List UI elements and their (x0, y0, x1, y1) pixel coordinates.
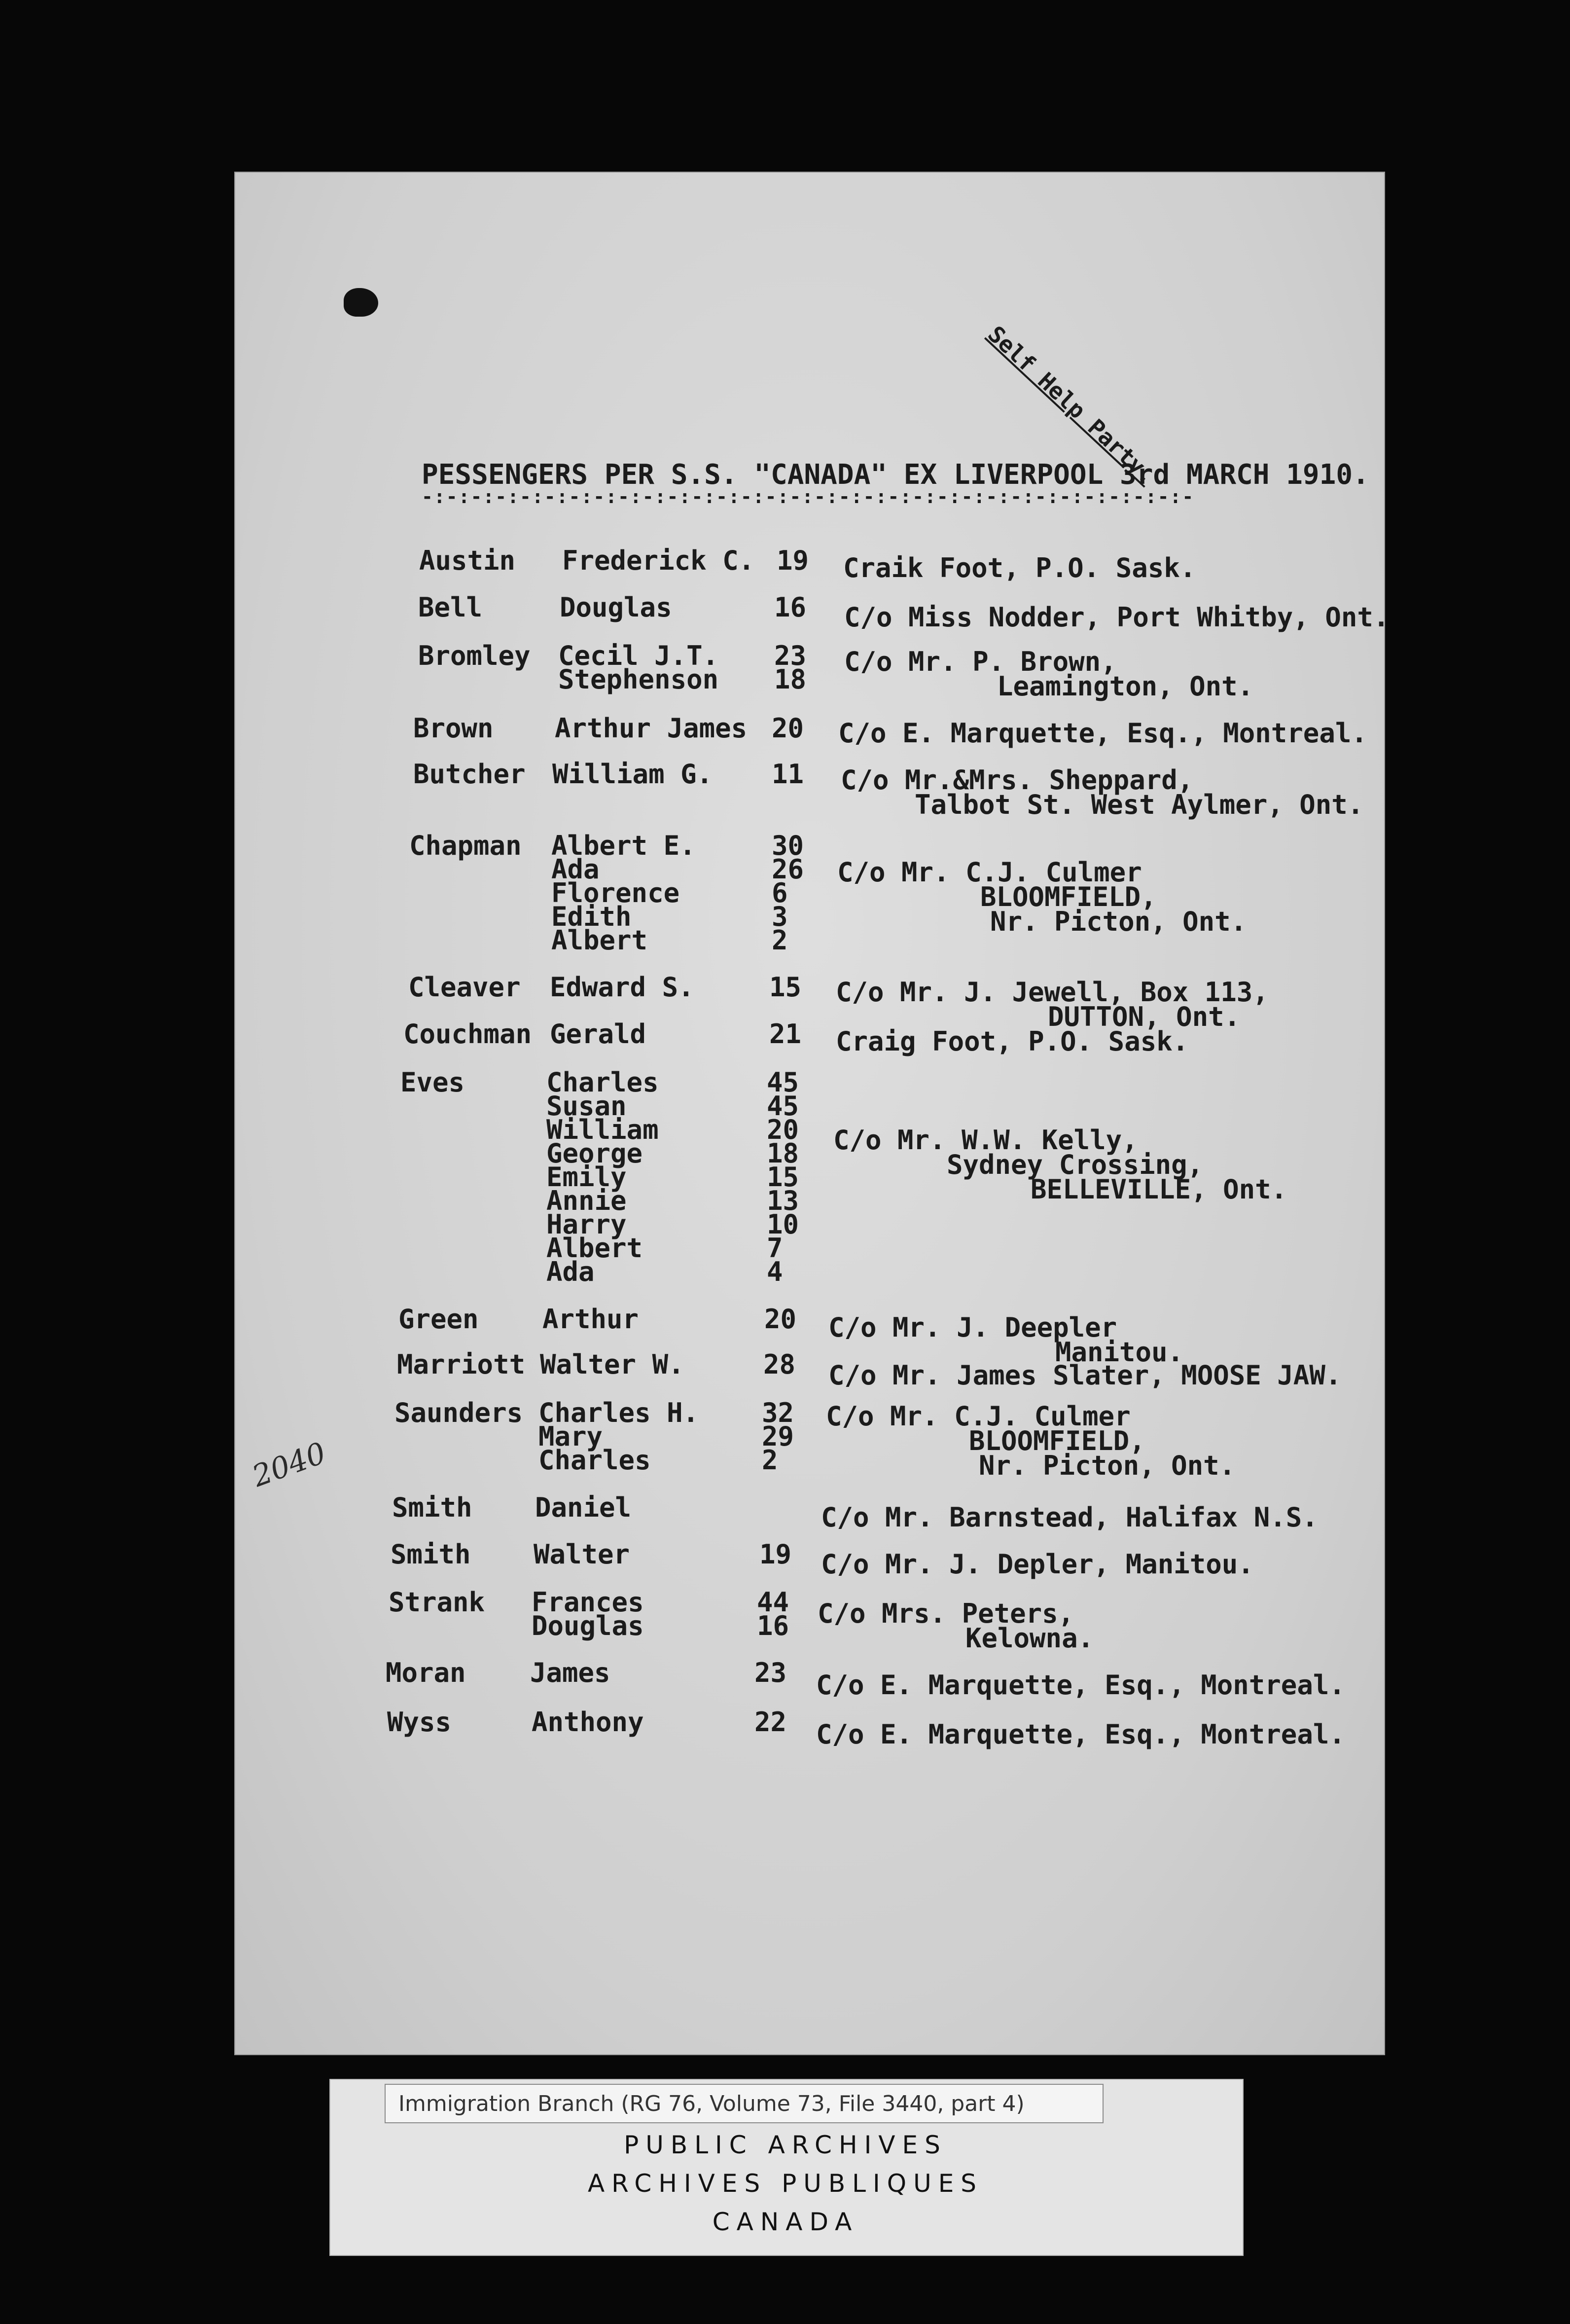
passenger-given-name: Annie (546, 1185, 627, 1216)
passenger-address-line: C/o Mr. W.W. Kelly, (833, 1125, 1138, 1156)
passenger-given-name: Albert (551, 925, 648, 956)
passenger-address-line: C/o Mr. J. Depler, Manitou. (821, 1549, 1254, 1580)
passenger-given-name: Arthur (542, 1304, 639, 1335)
passenger-age: 6 (772, 877, 788, 908)
passenger-given-name: Charles (538, 1445, 651, 1476)
passenger-age: 16 (757, 1610, 789, 1641)
passenger-age: 18 (767, 1138, 799, 1169)
passenger-age: 29 (762, 1421, 794, 1452)
passenger-given-name: William (546, 1114, 659, 1145)
passenger-age: 2 (772, 925, 788, 956)
passenger-address-line: C/o Mr. James Slater, MOOSE JAW. (828, 1360, 1342, 1391)
passenger-surname: Bromley (418, 640, 531, 671)
passenger-address-line: C/o E. Marquette, Esq., Montreal. (816, 1670, 1345, 1701)
passenger-given-name: Edith (551, 901, 632, 932)
passenger-age: 45 (767, 1090, 799, 1122)
passenger-address-line: Kelowna. (965, 1623, 1094, 1654)
passenger-age: 20 (772, 713, 804, 744)
passenger-age: 19 (777, 545, 809, 576)
passenger-address-line: C/o Mr. C.J. Culmer (826, 1401, 1131, 1432)
passenger-address-line: C/o Mr. P. Brown, (844, 646, 1117, 677)
passenger-surname: Green (398, 1304, 479, 1335)
passenger-surname: Smith (391, 1539, 471, 1570)
passenger-age: 4 (767, 1256, 783, 1287)
passenger-surname: Moran (386, 1657, 466, 1688)
passenger-given-name: Charles (546, 1067, 659, 1098)
passenger-address-line: C/o Mr.&Mrs. Sheppard, (841, 764, 1194, 796)
passenger-surname: Chapman (409, 830, 522, 861)
passenger-address-line: BELLEVILLE, Ont. (1031, 1174, 1287, 1205)
punch-hole (344, 288, 378, 317)
passenger-age: 2 (762, 1445, 778, 1476)
passenger-address-line: Leamington, Ont. (997, 671, 1254, 702)
passenger-given-name: James (530, 1657, 610, 1688)
passenger-given-name: Harry (546, 1209, 627, 1240)
passenger-given-name: Albert (546, 1233, 643, 1264)
passenger-given-name: Anthony (532, 1707, 644, 1738)
passenger-given-name: George (546, 1138, 643, 1169)
handwritten-note: 2040 (248, 1435, 331, 1494)
passenger-address-line: Talbot St. West Aylmer, Ont. (915, 789, 1364, 820)
passenger-surname: Saunders (394, 1397, 523, 1428)
passenger-age: 20 (764, 1304, 797, 1335)
self-help-party-stamp: Self Help Party. (983, 321, 1161, 489)
passenger-given-name: Charles H. (538, 1397, 699, 1428)
passenger-age: 21 (769, 1018, 802, 1050)
passenger-given-name: William G. (552, 759, 713, 790)
passenger-age: 7 (767, 1233, 783, 1264)
passenger-given-name: Ada (551, 854, 600, 885)
passenger-given-name: Stephenson (558, 664, 719, 695)
passenger-age: 22 (754, 1707, 787, 1738)
passenger-given-name: Douglas (560, 592, 672, 623)
passenger-address-line: BLOOMFIELD, (980, 881, 1157, 912)
passenger-address-line: DUTTON, Ont. (1048, 1001, 1241, 1032)
passenger-surname: Eves (400, 1067, 465, 1098)
passenger-given-name: Arthur James (555, 713, 748, 744)
passenger-address-line: BLOOMFIELD, (969, 1425, 1145, 1456)
passenger-address-line: C/o Mr. J. Deepler (828, 1312, 1117, 1343)
passenger-surname: Marriott (397, 1349, 526, 1380)
archive-line-3: CANADA (712, 2208, 859, 2236)
title-underline-rule: -:-:-:-:-:-:-:-:-:-:-:-:-:-:-:-:-:-:-:-:-:-:-:-:-:-:-:-:-:-:-:- (422, 486, 1195, 508)
passenger-given-name: Mary (538, 1421, 603, 1452)
archive-reference: Immigration Branch (RG 76, Volume 73, File 3440, part 4) (385, 2084, 1104, 2123)
passenger-age: 11 (772, 759, 804, 790)
passenger-given-name: Ada (546, 1256, 595, 1287)
passenger-age: 3 (772, 901, 788, 932)
archive-line-2: ARCHIVES PUBLIQUES (587, 2169, 984, 2198)
passenger-given-name: Frederick C. (562, 545, 755, 576)
passenger-age: 16 (774, 592, 807, 623)
passenger-address-line: C/o Mr. Barnstead, Halifax N.S. (821, 1502, 1318, 1533)
passenger-address-line: Nr. Picton, Ont. (990, 906, 1247, 937)
passenger-address-line: Sydney Crossing, (947, 1149, 1204, 1180)
passenger-address-line: Craik Foot, P.O. Sask. (843, 552, 1196, 583)
passenger-given-name: Susan (546, 1090, 627, 1122)
passenger-address-line: Craig Foot, P.O. Sask. (836, 1026, 1189, 1057)
passenger-address-line: C/o Mr. J. Jewell, Box 113, (836, 977, 1269, 1008)
passenger-given-name: Albert E. (551, 830, 696, 861)
document-title: PESSENGERS PER S.S. "CANADA" EX LIVERPOOL 3rd MARCH 1910. (422, 459, 1369, 491)
passenger-given-name: Gerald (550, 1018, 646, 1050)
passenger-surname: Bell (418, 592, 483, 623)
passenger-given-name: Florence (551, 877, 680, 908)
passenger-address-line: C/o E. Marquette, Esq., Montreal. (816, 1719, 1345, 1750)
passenger-surname: Wyss (387, 1707, 452, 1738)
passenger-given-name: Cecil J.T. (558, 640, 719, 671)
passenger-age: 20 (767, 1114, 799, 1145)
passenger-surname: Cleaver (408, 972, 521, 1003)
passenger-age: 10 (767, 1209, 799, 1240)
passenger-age: 18 (774, 664, 807, 695)
passenger-surname: Butcher (413, 759, 526, 790)
passenger-surname: Strank (389, 1587, 485, 1618)
passenger-surname: Smith (392, 1492, 472, 1523)
passenger-address-line: Nr. Picton, Ont. (979, 1450, 1236, 1481)
passenger-address-line: C/o Mrs. Peters, (818, 1598, 1074, 1629)
passenger-address-line: C/o E. Marquette, Esq., Montreal. (838, 718, 1367, 749)
passenger-age: 23 (774, 640, 807, 671)
passenger-age: 30 (772, 830, 804, 861)
document-page (234, 172, 1385, 2055)
passenger-age: 28 (763, 1349, 796, 1380)
passenger-age: 44 (757, 1587, 789, 1618)
passenger-surname: Couchman (403, 1018, 532, 1050)
passenger-address-line: C/o Miss Nodder, Port Whitby, Ont. (844, 602, 1390, 633)
passenger-age: 15 (767, 1162, 799, 1193)
passenger-age: 13 (767, 1185, 799, 1216)
passenger-address-line: C/o Mr. C.J. Culmer (837, 857, 1142, 888)
archive-line-1: PUBLIC ARCHIVES (624, 2131, 947, 2159)
passenger-given-name: Walter W. (540, 1349, 684, 1380)
passenger-surname: Brown (413, 713, 494, 744)
passenger-age: 45 (767, 1067, 799, 1098)
passenger-age: 26 (772, 854, 804, 885)
passenger-age: 32 (762, 1397, 794, 1428)
passenger-age: 23 (754, 1657, 787, 1688)
passenger-given-name: Frances (532, 1587, 644, 1618)
passenger-given-name: Douglas (532, 1610, 644, 1641)
passenger-age: 15 (769, 972, 802, 1003)
passenger-given-name: Edward S. (550, 972, 694, 1003)
passenger-given-name: Walter (534, 1539, 630, 1570)
passenger-address-line: Manitou. (1055, 1337, 1184, 1368)
passenger-surname: Austin (419, 545, 516, 576)
passenger-given-name: Emily (546, 1162, 627, 1193)
passenger-age: 19 (759, 1539, 792, 1570)
passenger-given-name: Daniel (535, 1492, 632, 1523)
